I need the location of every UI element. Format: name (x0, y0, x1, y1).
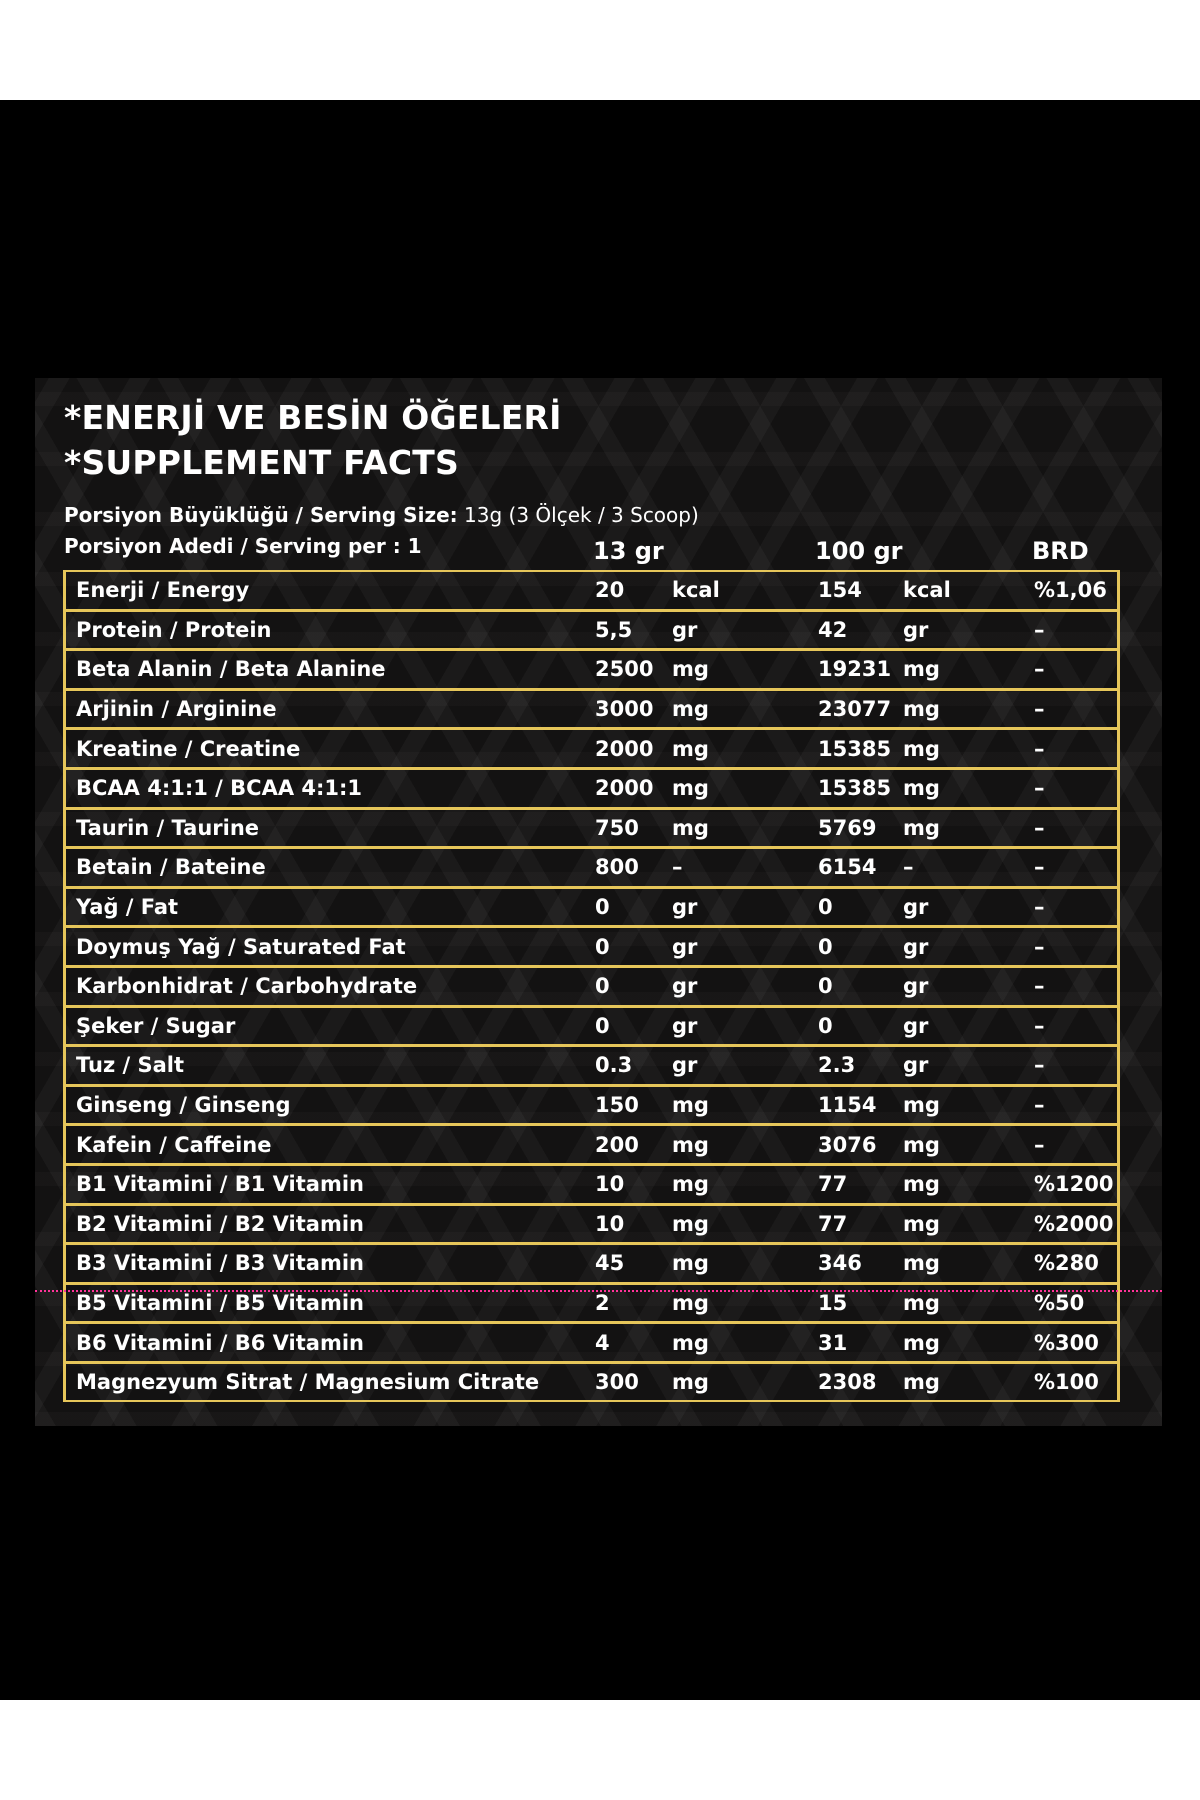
value-per-serving: 2500 (595, 657, 654, 682)
guide-line (35, 1290, 1162, 1292)
unit-per-serving: gr (672, 617, 698, 642)
unit-per-serving: gr (672, 1053, 698, 1078)
table-row (66, 1126, 1117, 1166)
nutrient-name: B2 Vitamini / B2 Vitamin (76, 1211, 364, 1236)
value-per-100: 23077 (818, 697, 892, 722)
value-per-100: 0 (818, 934, 833, 959)
value-per-serving: 10 (595, 1211, 625, 1236)
nutrient-name: Karbonhidrat / Carbohydrate (76, 974, 418, 999)
unit-per-serving: mg (672, 1093, 709, 1118)
value-per-serving: 150 (595, 1093, 639, 1118)
unit-per-100: mg (903, 1211, 940, 1236)
nutrient-name: Taurin / Taurine (76, 815, 260, 840)
value-per-serving: 2 (595, 1290, 610, 1315)
brd-value: – (1034, 736, 1045, 761)
brd-value: – (1034, 1132, 1045, 1157)
serving-size-value: 13g (3 Ölçek / 3 Scoop) (457, 503, 699, 527)
supplement-facts-panel (35, 378, 1162, 1426)
unit-per-100: gr (903, 1013, 929, 1038)
unit-per-100: mg (903, 697, 940, 722)
table-row (66, 572, 1117, 612)
unit-per-serving: mg (672, 1370, 709, 1395)
value-per-100: 3076 (818, 1132, 877, 1157)
nutrient-name: BCAA 4:1:1 / BCAA 4:1:1 (76, 776, 363, 801)
brd-value: – (1034, 1013, 1045, 1038)
title-turkish: *ENERJİ VE BESİN ÖĞELERİ (64, 398, 562, 437)
unit-per-serving: gr (672, 895, 698, 920)
nutrient-name: Yağ / Fat (76, 895, 179, 920)
unit-per-serving: mg (672, 657, 709, 682)
unit-per-100: gr (903, 1053, 929, 1078)
value-per-100: 2.3 (818, 1053, 856, 1078)
nutrient-name: Kreatine / Creatine (76, 736, 301, 761)
title-english: *SUPPLEMENT FACTS (64, 443, 459, 482)
value-per-serving: 0 (595, 934, 610, 959)
table-row (66, 1087, 1117, 1127)
value-per-100: 15385 (818, 736, 892, 761)
column-header-per-serving: 13 gr (593, 537, 664, 565)
table-row (66, 1166, 1117, 1206)
brd-value: %300 (1034, 1330, 1099, 1355)
table-row (66, 810, 1117, 850)
nutrition-table (63, 570, 1120, 1402)
unit-per-100: mg (903, 1370, 940, 1395)
unit-per-100: mg (903, 1290, 940, 1315)
nutrient-name: Betain / Bateine (76, 855, 266, 880)
table-row (66, 612, 1117, 652)
brd-value: – (1034, 895, 1045, 920)
value-per-serving: 2000 (595, 736, 654, 761)
unit-per-serving: mg (672, 1251, 709, 1276)
nutrient-name: B6 Vitamini / B6 Vitamin (76, 1330, 364, 1355)
table-row (66, 849, 1117, 889)
brd-value: %1,06 (1034, 578, 1107, 603)
brd-value: %2000 (1034, 1211, 1114, 1236)
value-per-100: 0 (818, 974, 833, 999)
unit-per-100: mg (903, 815, 940, 840)
serving-size-label: Porsiyon Büyüklüğü / Serving Size: (64, 503, 458, 527)
unit-per-100: mg (903, 1172, 940, 1197)
unit-per-serving: mg (672, 776, 709, 801)
value-per-100: 77 (818, 1211, 848, 1236)
brd-value: – (1034, 815, 1045, 840)
brd-value: – (1034, 776, 1045, 801)
unit-per-serving: gr (672, 1013, 698, 1038)
table-row (66, 1008, 1117, 1048)
nutrient-name: Enerji / Energy (76, 578, 250, 603)
table-row (66, 730, 1117, 770)
brd-value: – (1034, 934, 1045, 959)
unit-per-100: mg (903, 776, 940, 801)
value-per-serving: 750 (595, 815, 639, 840)
unit-per-serving: gr (672, 974, 698, 999)
unit-per-serving: gr (672, 934, 698, 959)
brd-value: %280 (1034, 1251, 1099, 1276)
brd-value: %100 (1034, 1370, 1099, 1395)
nutrient-name: Beta Alanin / Beta Alanine (76, 657, 386, 682)
unit-per-100: mg (903, 1251, 940, 1276)
value-per-serving: 0.3 (595, 1053, 633, 1078)
unit-per-serving: mg (672, 815, 709, 840)
value-per-100: 42 (818, 617, 848, 642)
table-row (66, 651, 1117, 691)
unit-per-100: gr (903, 934, 929, 959)
value-per-100: 15385 (818, 776, 892, 801)
unit-per-100: mg (903, 657, 940, 682)
value-per-serving: 10 (595, 1172, 625, 1197)
unit-per-100: kcal (903, 578, 951, 603)
unit-per-serving: mg (672, 1330, 709, 1355)
value-per-serving: 3000 (595, 697, 654, 722)
table-row (66, 1206, 1117, 1246)
table-row (66, 928, 1117, 968)
unit-per-100: mg (903, 1093, 940, 1118)
brd-value: %1200 (1034, 1172, 1114, 1197)
column-header-brd: BRD (1032, 537, 1089, 565)
value-per-100: 0 (818, 895, 833, 920)
brd-value: – (1034, 1053, 1045, 1078)
nutrient-name: Protein / Protein (76, 617, 272, 642)
value-per-100: 31 (818, 1330, 848, 1355)
brd-value: %50 (1034, 1290, 1085, 1315)
table-row (66, 770, 1117, 810)
nutrient-name: Magnezyum Sitrat / Magnesium Citrate (76, 1370, 540, 1395)
nutrient-name: B5 Vitamini / B5 Vitamin (76, 1290, 364, 1315)
nutrient-name: Doymuş Yağ / Saturated Fat (76, 934, 406, 959)
unit-per-serving: – (672, 855, 683, 880)
nutrient-name: B3 Vitamini / B3 Vitamin (76, 1251, 364, 1276)
unit-per-100: – (903, 855, 914, 880)
value-per-serving: 0 (595, 974, 610, 999)
unit-per-serving: kcal (672, 578, 720, 603)
value-per-serving: 20 (595, 578, 625, 603)
value-per-serving: 0 (595, 1013, 610, 1038)
column-header-per-100: 100 gr (815, 537, 903, 565)
value-per-100: 2308 (818, 1370, 877, 1395)
unit-per-serving: mg (672, 1132, 709, 1157)
unit-per-serving: mg (672, 736, 709, 761)
unit-per-serving: mg (672, 1211, 709, 1236)
unit-per-100: mg (903, 1330, 940, 1355)
table-row (66, 1047, 1117, 1087)
value-per-serving: 0 (595, 895, 610, 920)
nutrient-name: Şeker / Sugar (76, 1013, 236, 1038)
value-per-100: 5769 (818, 815, 877, 840)
brd-value: – (1034, 855, 1045, 880)
value-per-serving: 4 (595, 1330, 610, 1355)
value-per-serving: 45 (595, 1251, 625, 1276)
brd-value: – (1034, 657, 1045, 682)
value-per-serving: 2000 (595, 776, 654, 801)
table-row (66, 691, 1117, 731)
unit-per-serving: mg (672, 1172, 709, 1197)
table-row (66, 1245, 1117, 1285)
brd-value: – (1034, 697, 1045, 722)
unit-per-serving: mg (672, 1290, 709, 1315)
serving-per: Porsiyon Adedi / Serving per : 1 (64, 534, 422, 558)
table-row (66, 1364, 1117, 1401)
table-row (66, 889, 1117, 929)
table-row (66, 968, 1117, 1008)
table-row (66, 1324, 1117, 1364)
value-per-100: 0 (818, 1013, 833, 1038)
nutrient-name: B1 Vitamini / B1 Vitamin (76, 1172, 364, 1197)
value-per-100: 15 (818, 1290, 848, 1315)
brd-value: – (1034, 1093, 1045, 1118)
unit-per-100: gr (903, 974, 929, 999)
unit-per-100: gr (903, 617, 929, 642)
unit-per-100: mg (903, 736, 940, 761)
unit-per-100: gr (903, 895, 929, 920)
value-per-serving: 800 (595, 855, 639, 880)
nutrient-name: Ginseng / Ginseng (76, 1093, 291, 1118)
unit-per-serving: mg (672, 697, 709, 722)
value-per-100: 19231 (818, 657, 892, 682)
brd-value: – (1034, 974, 1045, 999)
value-per-100: 1154 (818, 1093, 877, 1118)
value-per-serving: 300 (595, 1370, 639, 1395)
nutrient-name: Kafein / Caffeine (76, 1132, 272, 1157)
value-per-100: 346 (818, 1251, 862, 1276)
value-per-serving: 200 (595, 1132, 639, 1157)
serving-size (64, 502, 699, 528)
nutrient-name: Arjinin / Arginine (76, 697, 277, 722)
value-per-serving: 5,5 (595, 617, 633, 642)
brd-value: – (1034, 617, 1045, 642)
nutrient-name: Tuz / Salt (76, 1053, 185, 1078)
value-per-100: 154 (818, 578, 862, 603)
unit-per-100: mg (903, 1132, 940, 1157)
value-per-100: 77 (818, 1172, 848, 1197)
value-per-100: 6154 (818, 855, 877, 880)
